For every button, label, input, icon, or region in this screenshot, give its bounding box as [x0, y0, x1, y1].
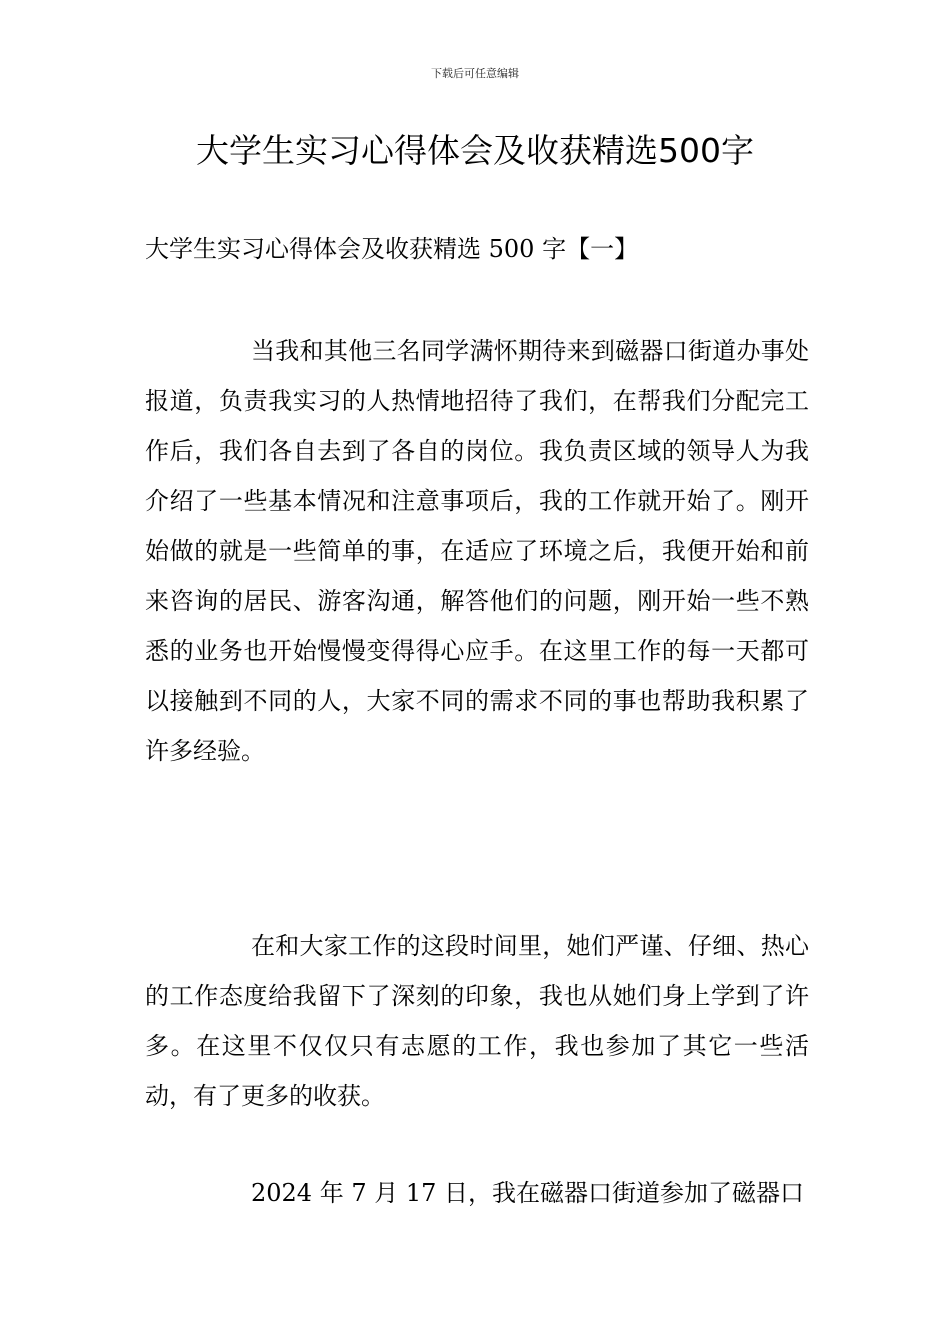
section-heading: 大学生实习心得体会及收获精选 500 字【一】 — [145, 235, 639, 263]
body-paragraph: 2024 年 7 月 17 日，我在磁器口街道参加了磁器口 — [251, 1179, 805, 1207]
body-paragraph: 在和大家工作的这段时间里，她们严谨、仔细、热心的工作态度给我留下了深刻的印象，我也从她们身上学到了许多。在这里不仅仅只有志愿的工作，我也参加了其它一些活动，有了更多的收获。 — [145, 932, 809, 1110]
body-paragraph: 当我和其他三名同学满怀期待来到磁器口街道办事处报道，负责我实习的人热情地招待了我们，在帮我们分配完工作后，我们各自去到了各自的岗位。我负责区域的领导人为我介绍了一些基本情况和注意事项后，我的工作就开始了。刚开始做的就是一些简单的事，在适应了环境之后，我便开始和前来咨询的居民、游客沟通，解答他们的问题，刚开始一些不熟悉的业务也开始慢慢变得得心应手。在这里工作的每一天都可以接触到不同的人，大家不同的需求不同的事也帮助我积累了许多经验。 — [145, 337, 809, 765]
page-header-note: 下载后可任意编辑 — [431, 67, 519, 80]
document-title: 大学生实习心得体会及收获精选500字 — [196, 131, 754, 170]
